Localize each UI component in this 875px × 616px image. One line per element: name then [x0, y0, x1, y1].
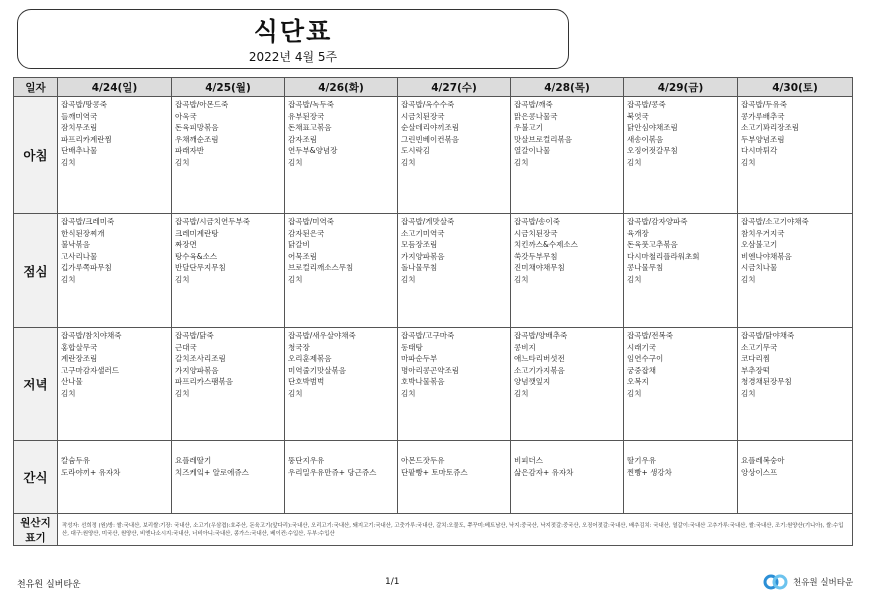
menu-item: 청국장 [288, 342, 310, 352]
menu-item: 뚱단지우유 [288, 456, 325, 465]
menu-item: 잡곡밥/두유죽 [741, 100, 787, 109]
menu-item: 잡곡밥/아몬드죽 [175, 100, 229, 109]
menu-item: 우불고기 [514, 123, 543, 133]
menu-item: 잡곡밥/닭죽 [175, 331, 214, 340]
menu-item: 갈치조사리조림 [175, 354, 226, 364]
menu-cell [511, 97, 624, 214]
menu-item: 김치 [175, 157, 190, 167]
menu-cell [738, 441, 853, 514]
menu-cell [398, 328, 511, 441]
menu-item: 계란장조림 [61, 354, 98, 364]
menu-item: 김치 [627, 388, 642, 398]
menu-cell [624, 328, 738, 441]
menu-item: 한식된장찌개 [61, 228, 105, 238]
day-header: 4/30(토) [738, 78, 853, 97]
menu-item: 가지양파볶음 [401, 251, 445, 261]
breakfast-row [14, 97, 853, 214]
menu-item: 우채깨순조림 [175, 134, 219, 144]
menu-cell [738, 97, 853, 214]
menu-item: 김치 [741, 274, 756, 284]
day-header: 4/28(목) [511, 78, 624, 97]
day-header: 4/27(수) [398, 78, 511, 97]
menu-item: 고구마감자샐러드 [61, 365, 119, 375]
menu-item: 명아리콩곤약조림 [401, 365, 459, 375]
day-header: 4/25(월) [172, 78, 285, 97]
menu-item: 단배추나물 [61, 146, 98, 156]
menu-item: 파래자반 [175, 146, 204, 156]
menu-item: 모듬장조림 [401, 240, 438, 250]
menu-item: 단호박범벅 [288, 377, 325, 387]
menu-item: 콩가루배추국 [741, 111, 785, 121]
menu-item: 잡곡밥/크레미죽 [61, 217, 115, 226]
menu-item: 어묵조림 [288, 251, 317, 261]
menu-item: 불낙볶음 [61, 240, 90, 250]
menu-item: 잡곡밥/깨죽 [514, 100, 553, 109]
menu-item: 비엔나야채볶음 [741, 251, 792, 261]
menu-item: 아욱국 [175, 111, 197, 121]
menu-cell [511, 214, 624, 328]
menu-item: 잡곡밥/옥수수죽 [401, 100, 455, 109]
menu-item: 시금치나물 [741, 263, 778, 273]
corner-header: 일자 [14, 78, 58, 97]
menu-item: 김치 [288, 388, 303, 398]
menu-cell [58, 214, 172, 328]
page-title: 식단표 [253, 17, 333, 46]
menu-item: 잡곡밥/고구마죽 [401, 331, 455, 340]
menu-cell [172, 214, 285, 328]
menu-item: 김치 [61, 157, 76, 167]
logo-text: 천유원 실버타운 [793, 578, 854, 588]
menu-item: 쑥갓두부무침 [514, 251, 558, 261]
meal-label: 저녁 [14, 328, 58, 441]
menu-cell [285, 97, 398, 214]
menu-item: 오리훈제볶음 [288, 354, 332, 364]
menu-item: 소고기미역국 [401, 228, 445, 238]
page-subtitle: 2022년 4월 5주 [248, 50, 338, 64]
menu-item: 잡곡밥/시금치연두부죽 [175, 217, 250, 226]
menu-item: 시금치된장국 [514, 228, 558, 238]
menu-item: 근대국 [175, 342, 197, 352]
menu-item: 북엇국 [627, 111, 649, 121]
menu-item: 호박나물볶음 [401, 377, 445, 387]
menu-item: 딸기우유 [627, 456, 656, 465]
origin-text: 작성자: 선희정 (원)방: 쌀:국내산, 보리쌀:기장: 국내산, 소고기(우삼겹):호주산, 돈육고기(앞다리):국내산, 오리고기:국내산, 돼지고기:국내산, 고춧가루:국내산, 갈치:오물도, 쭈꾸미:베트남산, 낙지:중국산, 낙지젓갈:중국산, 오징어젓갈:국내산, 배추김치: 국내산, 열갈이:국내산 고추가루:국내산, 쌀:국내산, 조기:원양산(기니아), 쌀:수입산, 대구:원양산, 미국산, 원양산, 비엔나소시지:국내산, 너비아니:국내산, 콩가스:국내산, 베이컨:수입산, 두부:수입산 [58, 514, 853, 546]
menu-item: 아몬드잣두유 [401, 456, 445, 465]
menu-item: 깁가루쪽파무침 [61, 263, 112, 273]
menu-item: 김치 [514, 388, 529, 398]
menu-item: 우리밀우유만쥬+ 당근쥬스 [288, 467, 377, 477]
menu-item: 청경채된장무침 [741, 377, 792, 387]
menu-item: 도라야끼+ 유자차 [61, 467, 121, 477]
menu-item: 반달단무지무침 [175, 263, 226, 273]
menu-item: 새송이볶음 [627, 134, 664, 144]
menu-cell [511, 328, 624, 441]
menu-item: 부추장떡 [741, 365, 770, 375]
lunch-row [14, 214, 853, 328]
menu-cell [624, 441, 738, 514]
menu-item: 비피더스 [514, 456, 543, 465]
menu-cell [624, 214, 738, 328]
menu-item: 김치 [175, 388, 190, 398]
menu-item: 잡곡밥/감자양파죽 [627, 217, 688, 226]
menu-item: 감자된은국 [288, 228, 325, 238]
menu-item: 오복지 [627, 377, 649, 387]
menu-item: 파프리카계란찜 [61, 134, 112, 144]
menu-item: 그린빈베이컨볶음 [401, 134, 459, 144]
menu-item: 시금치된장국 [401, 111, 445, 121]
menu-item: 두부양념조림 [741, 134, 785, 144]
menu-item: 탕수육&소스 [175, 251, 218, 261]
menu-item: 짜장면 [175, 240, 197, 250]
menu-item: 돌나물무침 [401, 263, 438, 273]
menu-cell [398, 97, 511, 214]
menu-item: 잡곡밥/게맛살죽 [401, 217, 455, 226]
menu-item: 산나물 [61, 377, 83, 387]
menu-item: 잡곡밥/송이죽 [514, 217, 560, 226]
menu-item: 크레미계란탕 [175, 228, 219, 238]
day-header: 4/24(일) [58, 78, 172, 97]
menu-item: 동태탕 [401, 342, 423, 352]
menu-item: 단팥빵+ 토마토쥬스 [401, 467, 468, 477]
menu-item: 양념깻잎지 [514, 377, 551, 387]
day-header: 4/26(화) [285, 78, 398, 97]
menu-item: 애느타리버섯전 [514, 354, 565, 364]
menu-cell [738, 328, 853, 441]
dinner-row [14, 328, 853, 441]
menu-item: 잡곡밥/전복죽 [627, 331, 673, 340]
menu-item: 잡곡밥/땅콩죽 [61, 100, 107, 109]
menu-item: 잡곡밥/콩죽 [627, 100, 666, 109]
menu-item: 돈채표고볶음 [288, 123, 332, 133]
meal-label: 간식 [14, 441, 58, 514]
menu-cell [285, 214, 398, 328]
menu-item: 연두부&양념장 [288, 146, 338, 156]
menu-item: 순살데리야끼조림 [401, 123, 459, 133]
menu-item: 김치 [61, 388, 76, 398]
menu-item: 코다리찜 [741, 354, 770, 364]
menu-item: 홍합살무국 [61, 342, 98, 352]
menu-cell [398, 441, 511, 514]
menu-item: 미역줄기맛살볶음 [288, 365, 346, 375]
menu-item: 잡곡밥/소고기야채죽 [741, 217, 809, 226]
menu-item: 김치 [741, 157, 756, 167]
menu-item: 유부된장국 [288, 111, 325, 121]
menu-item: 소고기가지볶음 [514, 365, 565, 375]
menu-item: 임연수구이 [627, 354, 664, 364]
menu-item: 들깨미역국 [61, 111, 98, 121]
menu-item: 잡곡밥/새우살야채죽 [288, 331, 356, 340]
menu-item: 김치 [288, 157, 303, 167]
menu-item: 오삼불고기 [741, 240, 778, 250]
menu-item: 김치 [627, 157, 642, 167]
menu-item: 돈육피망볶음 [175, 123, 219, 133]
menu-cell [624, 97, 738, 214]
menu-item: 소고기꽈리장조림 [741, 123, 799, 133]
logo-icon [763, 574, 789, 590]
menu-item: 도시락김 [401, 146, 430, 156]
menu-cell [58, 441, 172, 514]
menu-item: 김치 [514, 274, 529, 284]
origin-label: 원산지 표기 [14, 514, 58, 546]
menu-cell [58, 97, 172, 214]
menu-item: 닭갈비 [288, 240, 310, 250]
menu-item: 치즈케잌+ 알로에쥬스 [175, 467, 249, 477]
day-header: 4/29(금) [624, 78, 738, 97]
meal-label: 아침 [14, 97, 58, 214]
menu-cell [738, 214, 853, 328]
origin-row [14, 514, 853, 546]
menu-item: 잡곡밥/닭야채죽 [741, 331, 795, 340]
menu-cell [172, 328, 285, 441]
menu-item: 브로컬리깨소스무침 [288, 263, 354, 273]
menu-item: 진미채야채무침 [514, 263, 565, 273]
menu-item: 소고기무국 [741, 342, 778, 352]
menu-table [13, 77, 853, 546]
footer-logo [763, 573, 853, 591]
menu-cell [172, 97, 285, 214]
snack-row [14, 441, 853, 514]
header-row [14, 78, 853, 97]
menu-item: 고사리나물 [61, 251, 98, 261]
page-number: 1/1 [385, 577, 400, 587]
menu-cell [285, 441, 398, 514]
menu-item: 열갈이나물 [514, 146, 551, 156]
menu-item: 시래기국 [627, 342, 656, 352]
menu-item: 다시마철리플라워초회 [627, 251, 700, 261]
menu-item: 파프리카스팸볶음 [175, 377, 233, 387]
meal-label: 점심 [14, 214, 58, 328]
menu-item: 참치우거지국 [741, 228, 785, 238]
menu-item: 잠치무조림 [61, 123, 98, 133]
menu-item: 콩비지 [514, 342, 536, 352]
footer-org-name: 천유원 실버타운 [17, 580, 81, 590]
title-box [17, 9, 569, 69]
menu-item: 김치 [401, 388, 416, 398]
menu-cell [511, 441, 624, 514]
menu-item: 오징어젓갈무침 [627, 146, 678, 156]
menu-item: 김치 [741, 388, 756, 398]
menu-item: 맛살브로컬리볶음 [514, 134, 572, 144]
menu-item: 잡곡밥/참치야채죽 [61, 331, 122, 340]
menu-item: 치킨까스&수제소스 [514, 240, 578, 250]
menu-item: 감자조림 [288, 134, 317, 144]
menu-item: 요플레복숭아 [741, 456, 785, 465]
menu-item: 김치 [514, 157, 529, 167]
menu-item: 찐빵+ 생강차 [627, 467, 672, 477]
menu-cell [285, 328, 398, 441]
menu-item: 앙상이스프 [741, 467, 778, 477]
menu-item: 가지양파볶음 [175, 365, 219, 375]
menu-item: 돈육풋고추볶음 [627, 240, 678, 250]
menu-cell [58, 328, 172, 441]
menu-item: 콩나물무침 [627, 263, 664, 273]
menu-item: 다시마튀각 [741, 146, 778, 156]
menu-item: 요플레딸기 [175, 456, 212, 465]
menu-item: 김치 [627, 274, 642, 284]
menu-item: 육개장 [627, 228, 649, 238]
menu-cell [398, 214, 511, 328]
menu-item: 삶은감자+ 유자차 [514, 467, 574, 477]
menu-item: 김치 [61, 274, 76, 284]
menu-item: 김치 [288, 274, 303, 284]
menu-cell [172, 441, 285, 514]
menu-item: 잡곡밥/미역죽 [288, 217, 334, 226]
menu-item: 김치 [401, 157, 416, 167]
menu-item: 마파순두부 [401, 354, 438, 364]
menu-item: 김치 [175, 274, 190, 284]
menu-item: 닭안심야채조림 [627, 123, 678, 133]
menu-item: 칼슘두유 [61, 456, 90, 465]
menu-item: 잡곡밥/녹두죽 [288, 100, 334, 109]
menu-item: 잡곡밥/양배추죽 [514, 331, 568, 340]
menu-item: 궁중잡채 [627, 365, 656, 375]
menu-item: 김치 [401, 274, 416, 284]
menu-item: 맑은콩나물국 [514, 111, 558, 121]
